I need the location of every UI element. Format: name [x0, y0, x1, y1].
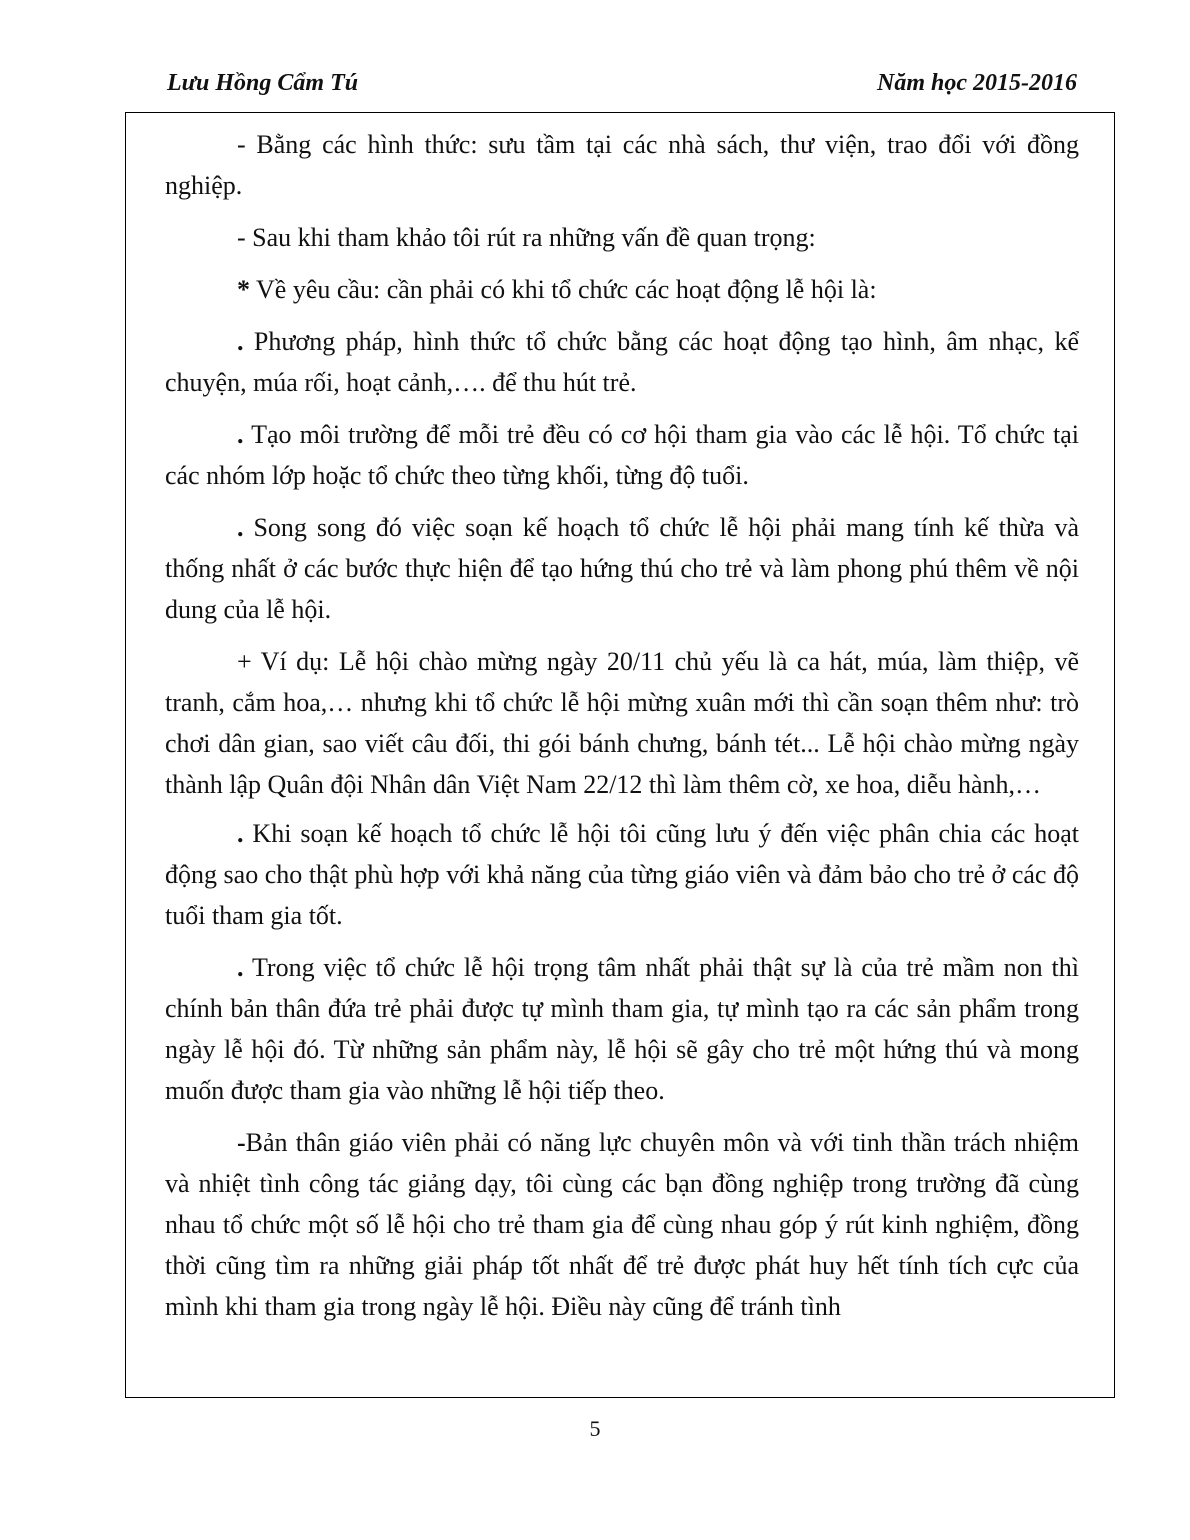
paragraph-text: Khi soạn kế hoạch tổ chức lễ hội tôi cũng lưu ý đến việc phân chia các hoạt động sao cho thật phù hợp với khả năng của từng giáo viên và đảm bảo cho trẻ ở các độ tuổi tham gia tốt. — [165, 819, 1079, 930]
paragraph — [165, 813, 1079, 936]
paragraph — [165, 507, 1079, 630]
page-header — [167, 70, 1077, 104]
paragraph — [165, 269, 1079, 310]
paragraph-text: - Sau khi tham khảo tôi rút ra những vấn đề quan trọng: — [237, 223, 816, 252]
body-text — [165, 124, 1079, 1338]
paragraph-text: Bản thân giáo viên phải có năng lực chuyên môn và với tinh thần trách nhiệm và nhiệt tình công tác giảng dạy, tôi cùng các bạn đồng nghiệp trong trường đã cùng nhau tổ chức một số lễ hội cho trẻ tham gia để cùng nhau góp ý rút kinh nghiệm, đồng thời cũng tìm ra những giải pháp tốt nhất để trẻ được phát huy hết tính tích cực của mình khi tham gia trong ngày lễ hội. Điều này cũng để tránh tình — [165, 1128, 1079, 1321]
page-number: 5 — [589, 1416, 601, 1441]
paragraph-text: Phương pháp, hình thức tổ chức bằng các hoạt động tạo hình, âm nhạc, kể chuyện, múa rối, hoạt cảnh,…. để thu hút trẻ. — [165, 327, 1079, 397]
paragraph — [165, 124, 1079, 206]
paragraph-text: - Bằng các hình thức: sưu tầm tại các nhà sách, thư viện, trao đổi với đồng nghiệp. — [165, 130, 1079, 200]
paragraph — [165, 947, 1079, 1111]
paragraph — [165, 217, 1079, 258]
paragraph-marker: . — [237, 953, 244, 982]
paragraph — [165, 641, 1079, 805]
header-school-year: Năm học 2015-2016 — [877, 70, 1077, 96]
paragraph — [165, 414, 1079, 496]
paragraph-marker: . — [237, 819, 244, 848]
paragraph-text: Song song đó việc soạn kế hoạch tổ chức lễ hội phải mang tính kế thừa và thống nhất ở các bước thực hiện để tạo hứng thú cho trẻ và làm phong phú thêm về nội dung của lễ hội. — [165, 513, 1079, 624]
paragraph — [165, 321, 1079, 403]
paragraph — [165, 1122, 1079, 1327]
header-author: Lưu Hồng Cẩm Tú — [167, 70, 359, 96]
paragraph-marker: * — [237, 275, 250, 304]
paragraph-text: Tạo môi trường để mỗi trẻ đều có cơ hội tham gia vào các lễ hội. Tổ chức tại các nhóm lớp hoặc tổ chức theo từng khối, từng độ tuổi. — [165, 420, 1079, 490]
paragraph-marker: - — [237, 1128, 246, 1157]
paragraph-marker: . — [237, 420, 244, 449]
paragraph-marker: . — [237, 327, 244, 356]
paragraph-text: Trong việc tổ chức lễ hội trọng tâm nhất phải thật sự là của trẻ mầm non thì chính bản thân đứa trẻ phải được tự mình tham gia, tự mình tạo ra các sản phẩm trong ngày lễ hội đó. Từ những sản phẩm này, lễ hội sẽ gây cho trẻ một hứng thú và mong muốn được tham gia vào những lễ hội tiếp theo. — [165, 953, 1079, 1105]
paragraph-marker: . — [237, 513, 244, 542]
paragraph-text: + Ví dụ: Lễ hội chào mừng ngày 20/11 chủ yếu là ca hát, múa, làm thiệp, vẽ tranh, cắm hoa,… nhưng khi tổ chức lễ hội mừng xuân mới thì cần soạn thêm như: trò chơi dân gian, sao viết câu đối, thi gói bánh chưng, bánh tét... Lễ hội chào mừng ngày thành lập Quân đội Nhân dân Việt Nam 22/12 thì làm thêm cờ, xe hoa, diễu hành,… — [165, 647, 1079, 799]
paragraph-text: Về yêu cầu: cần phải có khi tổ chức các hoạt động lễ hội là: — [250, 275, 877, 304]
